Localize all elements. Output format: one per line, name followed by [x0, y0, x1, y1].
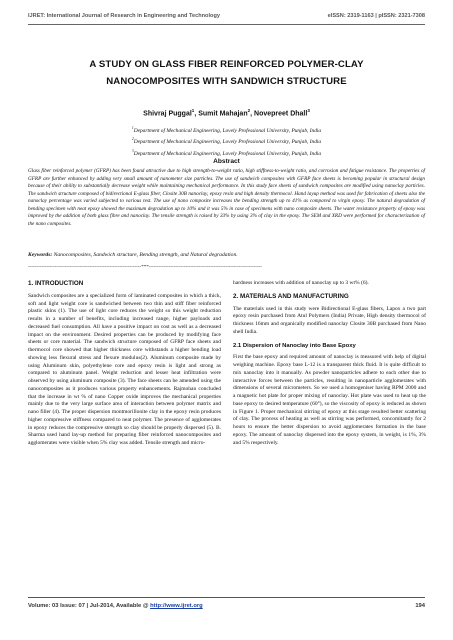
- affil-marker: 3: [131, 148, 134, 153]
- author-affil-marker: 1: [191, 108, 195, 113]
- affil-marker: 1: [131, 126, 134, 130]
- affil-marker: 2: [131, 137, 134, 142]
- affil-text: Department of Mechanical Engineering, Lovely Professional University, Punjab, India: [133, 139, 322, 146]
- section-heading-introduction: 1. INTRODUCTION: [28, 280, 84, 287]
- author-list: Shivraj Puggal$^1$, Sumit Mahajan$^2$, Novepreet Dhall$^3$: [143, 108, 310, 118]
- footer-volume: [28, 603, 203, 609]
- dispersion-paragraph: First the base epoxy and required amount of nanoclay is measured with help of digital weighing machine. Epoxy base L-12 is a transparent thick fluid. It is quite difficult to mix nanoclay into it manually. As powder nanoparticles adhere to each other due to interactive forces between the particles, resulting in nanoparticle agglomerates with dimensions of several micrometers. So we used a homogeniser having RPM 2000 and a magnetic hot plate for proper mixing of nanoclay. Hot plate was used to heat up the base epoxy to desired temperature (60°), so the viscosity of epoxy is reduced as shown in Figure 1. Proper mechanical stirring of epoxy at this stage resulted better scattering of clay. The process of heating as well as stirring was performed, concomitantly for 2 hours to ensure the better dispersion to avoid agglomerates formation in the base epoxy. The amount of nanoclay dispersed into the epoxy system, in weight, is 1%, 3% and 5% respectively.: [233, 354, 426, 446]
- affiliation-line: [40, 147, 413, 158]
- title-line-1: A STUDY ON GLASS FIBER REINFORCED POLYMER-CLAY: [89, 59, 364, 70]
- footer-divider: [28, 597, 425, 598]
- journal-name: IJRET: International Journal of Research in Engineering and Technology: [28, 13, 220, 19]
- affiliation-line: [40, 135, 413, 146]
- title-line-2: NANOCOMPOSITES WITH SANDWICH STRUCTURE: [106, 76, 347, 87]
- issn-info: eISSN: 2319-1163 | pISSN: 2321-7308: [327, 13, 425, 19]
- affil-text: Department of Mechanical Engineering, Lovely Professional University, Punjab, India: [133, 127, 322, 134]
- header-divider: [28, 24, 425, 25]
- right-column: [233, 280, 426, 452]
- author-affil-marker: 3: [307, 108, 310, 113]
- paper-title: [40, 56, 413, 90]
- affiliation-line: [40, 124, 413, 135]
- keywords-text: Nanocomposites, Sandwich structure, Bending strength, and Natural degradation.: [53, 252, 238, 258]
- keywords-label: Keywords:: [28, 252, 53, 258]
- materials-paragraph: The materials used in this study were Bidirectional E-glass fibers, Lapox a two part epoxy resin purchased from Atul Polymers (India) Private, High density thermocol of thickness 16mm and organically modified nanoclay Closite 30B purchased from Nano shell India.: [233, 305, 426, 335]
- affil-text: Department of Mechanical Engineering, Lovely Professional University, Punjab, India: [133, 150, 322, 157]
- author-name: Sumit Mahajan: [198, 110, 248, 118]
- page-number: 194: [415, 603, 425, 609]
- author-affil-marker: 2: [247, 108, 251, 113]
- abstract-body: Glass fiber reinforced polymer (GFRP) has been found attractive due to high strength-to-weight ratio, high stiffness-to-weight ratio, and corrosion and fatigue resistance. The properties of GFRP are further enhanced by adding very small amount of nanometer size particles. The use of sandwich composites with GFRP face sheets is becoming popular in structural design because of their ability to substantially decrease weight while maintaining mechanical performance. In this study face sheets of sandwich composites are modified using nanoclay particles. The sandwich structure composed of bidirectional E-glass fiber, Closite 30B nanoclay, epoxy resin and high density thermocol. Hand layup method was used for fabrication of sheets also the nanoclay percentage was varied subjected to various test. The use of nano composite increases the bending strength up to 41% as compared to virgin epoxy. The natural degradation of bending specimen with neat epoxy showed the maximum degradation up to 10% and it was 5% in case of specimens with nano composite sheets. The water resistance property of epoxy was improved by the addition of both glass fibre and nanoclay. The tensile strength is raised by 33% by using 3% of clay in the epoxy. The SEM and XRD were performed for characterization of the nano composites.: [28, 168, 425, 227]
- author-name: Shivraj Puggal: [143, 110, 192, 118]
- introduction-continuation: hardness increases with addition of nanoclay up to 3 wt% (6).: [233, 280, 369, 286]
- running-header: [28, 13, 425, 19]
- footer-volume-text: Volume: 03 Issue: 07 | Jul-2014, Available @: [28, 603, 151, 609]
- keywords: [28, 252, 425, 258]
- section-separator: --------------------------------------------------------------------***--------------------------------------------------------------------: [28, 265, 262, 270]
- abstract-heading: Abstract: [213, 158, 240, 165]
- section-heading-materials: 2. MATERIALS AND MANUFACTURING: [233, 292, 349, 300]
- page-footer: [28, 603, 425, 609]
- author-name: Novepreet Dhall: [254, 110, 308, 118]
- left-column: [28, 280, 221, 453]
- journal-link[interactable]: http://www.ijret.org: [150, 603, 203, 609]
- introduction-paragraph: Sandwich composites are a specialized form of laminated composites in which a thick, soft and light weight core is sandwiched between two thin and stiff fiber reinforced plastic skins (1). The use of light core reduces the weight so this weight reduction results in a number of benefits, including increased range, higher payloads and decreased fuel consumption. All have a positive impact on cost as well as a decreased impact on the environment. Desired properties can be produced by modifying face sheets or core material. The sandwich structure composed of GFRP face sheets and thermocol core showed that higher thickness core withstands a higher bending load showing less flexural stress and flexure modulus(2). Aluminum composite made by using Aluminum skin, polyethylene core and epoxy resin is light and strong as compared to aluminum panel. Weight reduction and lesser heat infiltration were observed by using aluminum composite (3). The face sheets can be amended using the nanocomposites as it produces various property enhancements. Rajmohan concluded that the increase in wt % of nano Copper oxide improves the mechanical properties mainly due to the very large surface area of interaction between polymer matrix and nano filler (4). The proper dispersion montmorillonite clay in the epoxy resin produces higher compressive stiffness compared to neat polymer. The presence of agglomerates in epoxy reduces the compressive strength so clay should be properly dispersed (5). B. Sharma used hand lay-up method for preparing fiber reinforced nanocomposites and agglomerates were visible when 5% clay was added. Tensile strength and micro-: [28, 292, 221, 446]
- affiliations: [40, 124, 413, 158]
- subsection-heading-dispersion: 2.1 Dispersion of Nanoclay into Base Epoxy: [233, 342, 356, 349]
